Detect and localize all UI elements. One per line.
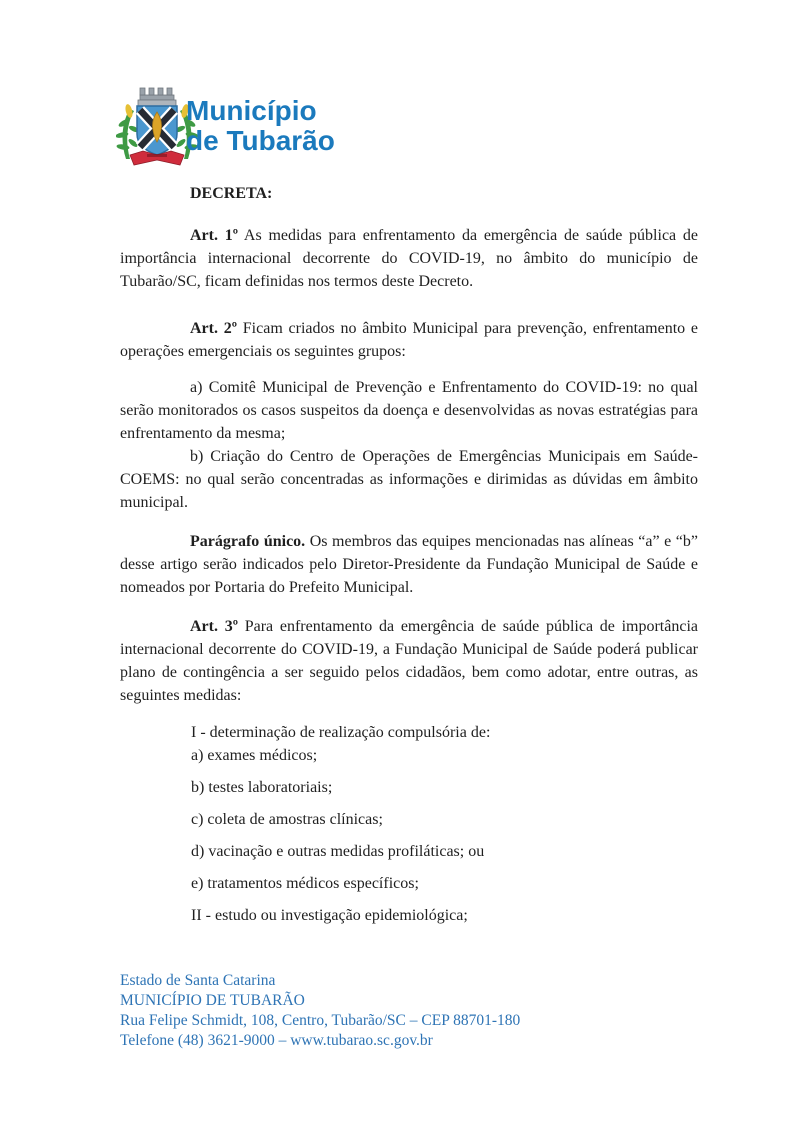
footer-state-line: Estado de Santa Catarina xyxy=(120,972,276,989)
article-3-text: Para enfrentamento da emergência de saúde pública de importância internacional decorrente do COVID-19, a Fundação Municipal de Saúde poderá publicar plano de contingência a ser seguido pelos cidadãos, bem como adotar, entre outras, as seguintes medidas: xyxy=(120,618,699,704)
letterhead-footer xyxy=(120,971,520,1051)
footer-address-line: Rua Felipe Schmidt, 108, Centro, Tubarão/SC – CEP 88701-180 xyxy=(120,1012,521,1029)
list-item-d: d) vacinação e outras medidas profiláticas; ou xyxy=(191,843,485,860)
article-2-item-a: a) Comitê Municipal de Prevenção e Enfrentamento do COVID-19: no qual serão monitorados os casos suspeitos da doença e desenvolvidas as novas estratégias para enfrentamento da mesma; xyxy=(120,379,698,442)
article-1-label: Art. 1º xyxy=(190,227,239,244)
footer-municipality-line: MUNICÍPIO DE TUBARÃO xyxy=(120,992,305,1009)
footer-phone-website-line: Telefone (48) 3621-9000 – www.tubarao.sc.gov.br xyxy=(120,1032,433,1049)
article-1-paragraph xyxy=(120,224,698,293)
sole-paragraph-text: Os membros das equipes mencionadas nas alíneas “a” e “b” desse artigo serão indicados pelo Diretor-Presidente da Fundação Municipal de Saúde e nomeados por Portaria do Prefeito Municipal. xyxy=(120,533,698,596)
decreta-heading: DECRETA: xyxy=(190,185,273,202)
article-3-paragraph xyxy=(120,615,698,707)
sole-paragraph xyxy=(120,530,698,599)
article-3-label: Art. 3º xyxy=(190,618,238,635)
list-item-b: b) testes laboratoriais; xyxy=(191,779,333,796)
list-item-II: II - estudo ou investigação epidemiológica; xyxy=(191,907,468,924)
list-item-c: c) coleta de amostras clínicas; xyxy=(191,811,383,828)
article-1-text: As medidas para enfrentamento da emergência de saúde pública de importância internacional decorrente do COVID-19, no âmbito do município de Tubarão/SC, ficam definidas nos termos deste Decreto. xyxy=(120,227,699,290)
municipality-name-line1: Município xyxy=(186,95,317,126)
article-2-item-b: b) Criação do Centro de Operações de Emergências Municipais em Saúde-COEMS: no qual serão concentradas as informações e dirimidas as dúvidas em âmbito municipal. xyxy=(120,448,698,511)
decree-body xyxy=(120,182,698,927)
sole-paragraph-label: Parágrafo único. xyxy=(190,533,306,550)
article-2-text: Ficam criados no âmbito Municipal para prevenção, enfrentamento e operações emergenciais os seguintes grupos: xyxy=(120,320,699,360)
article-3-measures-list xyxy=(120,721,698,927)
article-2-paragraph xyxy=(120,317,698,363)
list-item-I: I - determinação de realização compulsória de: xyxy=(191,724,491,741)
list-item-e: e) tratamentos médicos específicos; xyxy=(191,875,419,892)
article-2-label: Art. 2º xyxy=(190,320,238,337)
list-item-a: a) exames médicos; xyxy=(191,747,318,764)
municipality-name-line2: de Tubarão xyxy=(186,125,335,156)
municipality-name xyxy=(186,96,335,156)
